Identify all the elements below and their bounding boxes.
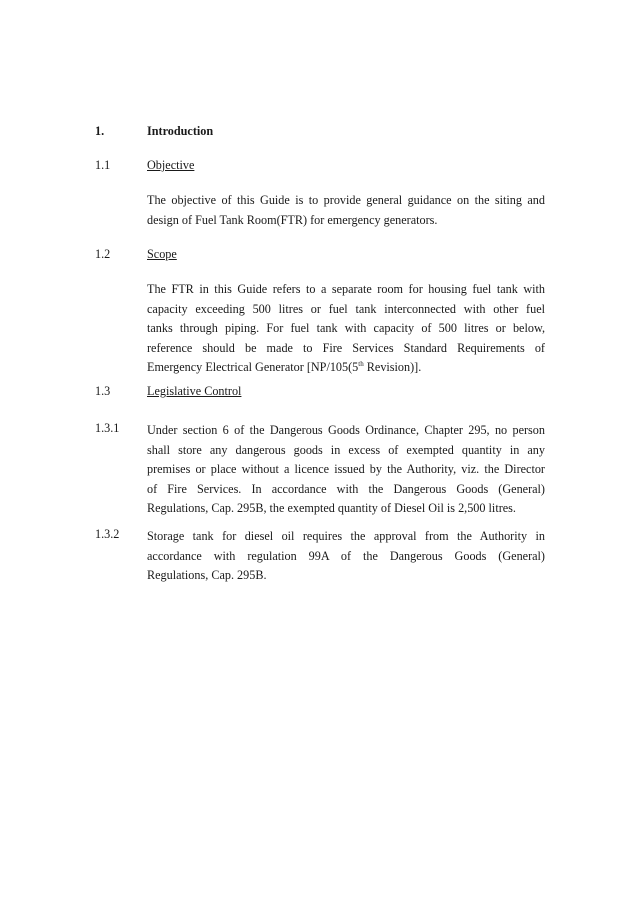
scope-paragraph: [147, 280, 545, 378]
paragraph-line: tanks through piping. For fuel tank with capacity of 500 litres or below,: [147, 321, 545, 336]
section-title: Scope: [147, 247, 177, 261]
paragraph-line: design of Fuel Tank Room(FTR) for emergency generators.: [147, 212, 438, 227]
section-title: Legislative Control: [147, 384, 242, 398]
paragraph-line: Storage tank for diesel oil requires the approval from the Authority in: [147, 529, 545, 543]
paragraph-line: Regulations, Cap. 295B, the exempted quantity of Diesel Oil is 2,500 litres.: [147, 501, 516, 516]
paragraph-line: The FTR in this Guide refers to a separate room for housing fuel tank with: [147, 282, 545, 296]
line-text: Revision)].: [363, 360, 422, 375]
paragraph-line: of Fire Services. In accordance with the Dangerous Goods (General): [147, 481, 545, 496]
paragraph-line: The objective of this Guide is to provide general guidance on the siting and: [147, 193, 545, 207]
section-number: 1.: [95, 124, 105, 138]
paragraph-line: [147, 358, 545, 378]
section-title: Introduction: [147, 124, 214, 138]
section-1-3-2-paragraph: [147, 527, 545, 586]
paragraph-line: Under section 6 of the Dangerous Goods Ordinance, Chapter 295, no person: [147, 423, 545, 437]
superscript-th: th: [358, 360, 364, 369]
section-number: 1.3: [95, 384, 111, 398]
section-number: 1.3.1: [95, 421, 120, 435]
section-number: 1.3.2: [95, 527, 120, 541]
section-number: 1.2: [95, 247, 111, 261]
paragraph-line: premises or place without a licence issued by the Authority, viz. the Director: [147, 462, 545, 477]
paragraph-line: accordance with regulation 99A of the Dangerous Goods (General): [147, 548, 545, 563]
section-title: Objective: [147, 158, 195, 172]
objective-paragraph: [147, 191, 545, 230]
section-1-3-1-paragraph: [147, 421, 545, 519]
section-number: 1.1: [95, 158, 111, 172]
paragraph-line: capacity exceeding 500 litres or fuel tank interconnected with other fuel: [147, 301, 545, 316]
line-text: Emergency Electrical Generator [NP/105(5: [147, 360, 359, 375]
paragraph-line: reference should be made to Fire Services Standard Requirements of: [147, 340, 545, 355]
paragraph-line: Regulations, Cap. 295B.: [147, 568, 267, 583]
paragraph-line: shall store any dangerous goods in excess of exempted quantity in any: [147, 442, 545, 457]
